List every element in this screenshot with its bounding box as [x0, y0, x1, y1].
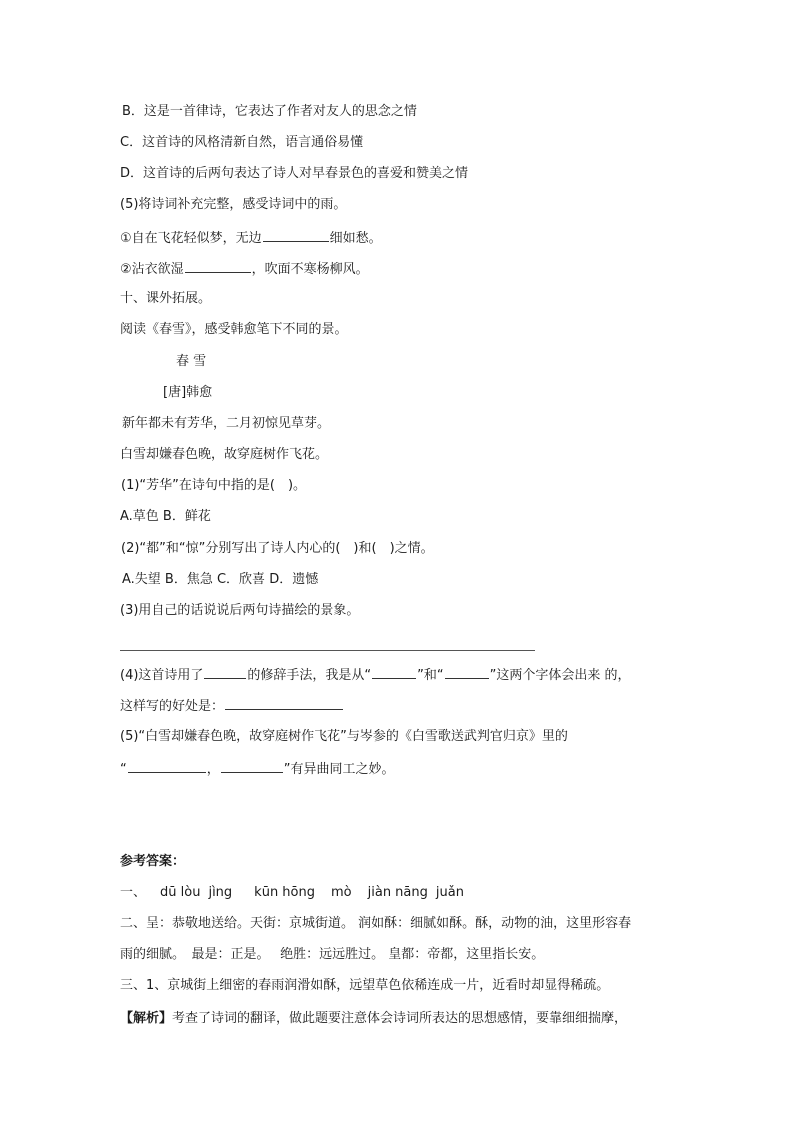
- blank: [372, 665, 416, 679]
- fill-sentence-1-pre: ①自在飞花轻似梦，无边: [120, 231, 262, 246]
- option-b: B．这是一首律诗，它表达了作者对友人的思念之情: [122, 104, 417, 119]
- poem-author: [唐]韩愈: [163, 385, 213, 400]
- fill-sentence-1: [0, 228, 794, 248]
- poem-title: 春 雪: [176, 354, 207, 369]
- poem-question-4-b: 的修辞手法，我是从“: [247, 668, 372, 683]
- answer-3: 三、1、京城街上细密的春雨润滑如酥，远望草色依稀连成一片，近看时却显得稀疏。: [120, 978, 610, 993]
- blank: [204, 665, 246, 679]
- pinyin: juǎn: [435, 885, 464, 900]
- answer-1: [0, 884, 794, 902]
- answer-1-label: 一、: [120, 885, 147, 900]
- question-5-prompt: (5)将诗词补充完整，感受诗词中的雨。: [120, 197, 347, 212]
- blank: [445, 665, 489, 679]
- analysis: [0, 1010, 794, 1028]
- poem-question-2: (2)“都”和“惊”分别写出了诗人内心的( )和( )之情。: [121, 541, 434, 556]
- poem-question-5-b: ，: [206, 762, 220, 777]
- option-d: D．这首诗的后两句表达了诗人对早春景色的喜爱和赞美之情: [120, 166, 469, 181]
- blank: [221, 759, 283, 773]
- poem-question-3: (3)用自己的话说说后两句诗描绘的景象。: [120, 603, 360, 618]
- answers-title: 参考答案：: [120, 854, 186, 869]
- poem-question-1: (1)“芳华”在诗句中指的是( )。: [121, 478, 307, 493]
- fill-sentence-2-post: ，吹面不寒杨柳风。: [251, 262, 369, 277]
- blank: [225, 696, 343, 710]
- poem-question-4-line2: [0, 696, 794, 716]
- section-10-heading: 十、课外拓展。: [120, 291, 212, 306]
- pinyin: mò: [331, 885, 352, 900]
- pinyin: dū lòu: [160, 885, 201, 900]
- poem-question-5: (5)“白雪却嫌春色晚，故穿庭树作飞花”与岑参的《白雪歌送武判官归京》里的: [120, 729, 568, 744]
- answer-2-line1: 二、呈：恭敬地送给。天街：京城街道。 润如酥：细腻如酥。酥，动物的油，这里形容春: [120, 916, 632, 931]
- poem-question-4-a: (4)这首诗用了: [120, 668, 204, 683]
- poem-question-2-options: A.失望 B．焦急 C．欣喜 D．遗憾: [122, 572, 319, 587]
- poem-verse-2: 白雪却嫌春色晚，故穿庭树作飞花。: [120, 447, 329, 462]
- poem-question-5-a: “: [120, 762, 127, 777]
- poem-question-1-options: A.草色 B．鲜花: [120, 509, 211, 524]
- pinyin: jìng: [208, 885, 233, 900]
- option-c: C．这首诗的风格清新自然，语言通俗易懂: [120, 135, 364, 150]
- blank: [263, 228, 329, 242]
- poem-question-4: [0, 665, 794, 685]
- reading-intro: 阅读《春雪》，感受韩愈笔下不同的景。: [120, 322, 348, 337]
- blank: [185, 259, 251, 273]
- poem-question-5-c: ”有异曲同工之妙。: [283, 762, 395, 777]
- poem-question-4-d: ”这两个字体会出来 的，: [489, 668, 631, 683]
- poem-verse-1: 新年都未有芳华，二月初惊见草芽。: [122, 416, 331, 431]
- pinyin: jiàn nāng: [367, 885, 428, 900]
- poem-question-5-line2: [0, 759, 794, 779]
- analysis-text: 考查了诗词的翻译，做此题要注意体会诗词所表达的思想感情，要靠细细揣摩，: [172, 1011, 628, 1026]
- poem-question-4-c: ”和“: [417, 668, 444, 683]
- poem-question-4-line2-text: 这样写的好处是：: [120, 699, 225, 714]
- analysis-label: 【解析】: [120, 1011, 173, 1026]
- fill-sentence-2: [0, 259, 794, 279]
- answer-2-line2: 雨的细腻。 最是：正是。 绝胜：远远胜过。 皇都：帝都，这里指长安。: [120, 947, 545, 962]
- fill-sentence-1-post: 细如愁。: [329, 231, 382, 246]
- answer-line: [120, 650, 535, 651]
- fill-sentence-2-pre: ②沾衣欲湿: [120, 262, 184, 277]
- pinyin: kūn hōng: [254, 885, 315, 900]
- blank: [128, 759, 206, 773]
